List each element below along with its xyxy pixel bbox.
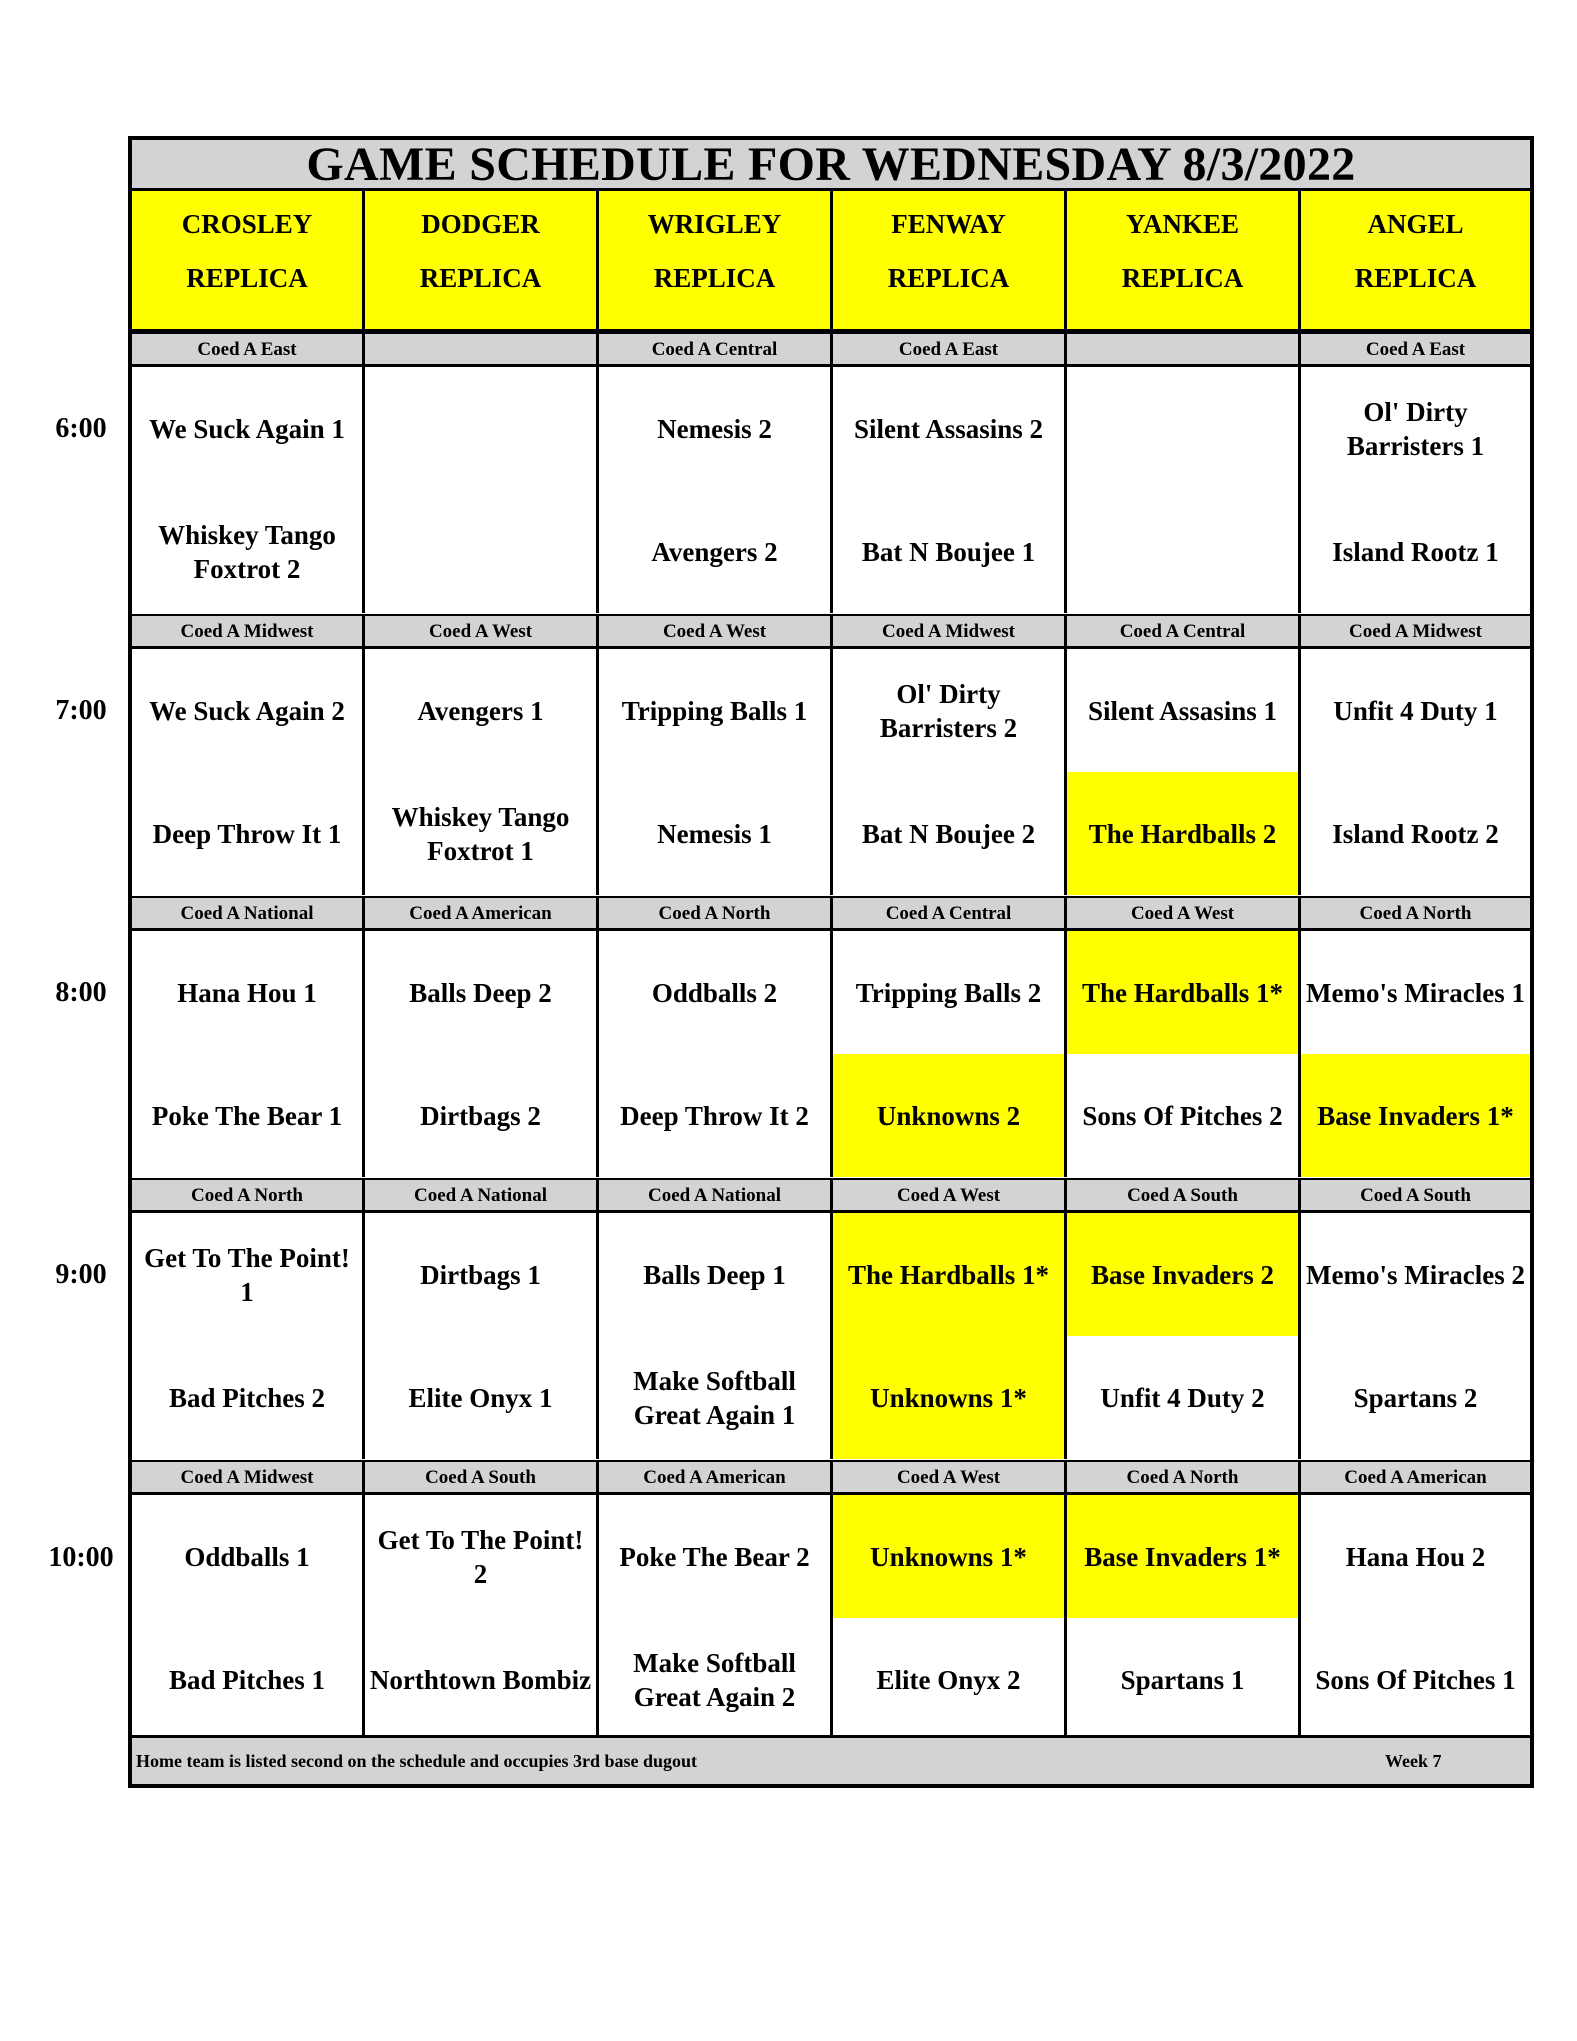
game-cell-top: Hana Hou 2: [1345, 1541, 1486, 1572]
game-cell-bottom: Bat N Boujee 2: [833, 772, 1067, 895]
field-header-2: [599, 191, 833, 332]
footer-note: Home team is listed second on the schedule and occupies 3rd base dugout: [136, 1751, 698, 1771]
game-cell-top: Silent Assasins 2: [833, 367, 1067, 490]
division-label: Coed A South: [1360, 1185, 1471, 1206]
division-label: Coed A West: [365, 616, 599, 646]
field-name: YANKEE: [1125, 209, 1240, 239]
schedule-table: [128, 136, 1534, 1788]
division-label: Coed A West: [833, 1180, 1067, 1210]
game-cell-top: Memo's Miracles 1: [1306, 977, 1525, 1008]
game-cell-top: Tripping Balls 1: [599, 649, 833, 772]
game-cell-top: We Suck Again 1: [132, 367, 365, 490]
field-header-4: [1067, 191, 1301, 332]
field-name: CROSLEY: [181, 209, 313, 239]
game-cell-top: Oddballs 2: [599, 931, 833, 1054]
game-cell-bottom: Unknowns 1*: [833, 1336, 1067, 1459]
game-cell-top: The Hardballs 1*: [833, 1213, 1067, 1336]
field-type: REPLICA: [419, 263, 542, 293]
game-cell-bottom: [1067, 490, 1301, 613]
field-type: REPLICA: [653, 263, 776, 293]
time-label: 10:00: [48, 1542, 114, 1573]
game-cell-top: Poke The Bear 2: [599, 1495, 833, 1618]
field-type: REPLICA: [1354, 263, 1477, 293]
division-row: [132, 896, 1530, 931]
division-label: Coed A American: [599, 1462, 833, 1492]
game-cell-top: Memo's Miracles 2: [1306, 1259, 1525, 1290]
game-cell-bottom: Elite Onyx 2: [833, 1618, 1067, 1741]
game-cell-top: Dirtbags 1: [365, 1213, 599, 1336]
field-name: FENWAY: [891, 209, 1006, 239]
game-cell-bottom: Avengers 2: [599, 490, 833, 613]
field-name: WRIGLEY: [647, 209, 782, 239]
game-cell-bottom: Nemesis 1: [599, 772, 833, 895]
time-label: 7:00: [55, 695, 107, 726]
game-cell-top: Base Invaders 2: [1067, 1213, 1301, 1336]
field-name: DODGER: [421, 209, 540, 239]
game-cell-bottom: Spartans 1: [1067, 1618, 1301, 1741]
field-header-3: [833, 191, 1067, 332]
field-header-0: [132, 191, 365, 332]
game-cell-bottom: Sons Of Pitches 2: [1067, 1054, 1301, 1177]
game-cell-bottom: Northtown Bombiz: [365, 1618, 599, 1741]
game-cell-top: Unknowns 1*: [833, 1495, 1067, 1618]
game-cell-bottom: Bat N Boujee 1: [833, 490, 1067, 613]
game-cell-bottom: Whiskey Tango Foxtrot 2: [132, 490, 365, 613]
division-label: Coed A National: [599, 1180, 833, 1210]
game-cell-top: Base Invaders 1*: [1067, 1495, 1301, 1618]
game-cell-bottom: The Hardballs 2: [1067, 772, 1301, 895]
game-cell-top: We Suck Again 2: [132, 649, 365, 772]
division-label: Coed A West: [599, 616, 833, 646]
game-cell-top: Balls Deep 2: [365, 931, 599, 1054]
game-cell-bottom: Dirtbags 2: [365, 1054, 599, 1177]
game-cell-top: Get To The Point! 2: [365, 1495, 599, 1618]
division-row: [132, 1178, 1530, 1213]
game-cell-bottom: Bad Pitches 1: [132, 1618, 365, 1741]
game-cell-bottom: Base Invaders 1*: [1301, 1054, 1530, 1177]
game-cell-bottom: Make Softball Great Again 1: [599, 1336, 833, 1459]
division-label: [1067, 334, 1301, 364]
game-cell-top: Unfit 4 Duty 1: [1333, 695, 1498, 726]
page-title: GAME SCHEDULE FOR WEDNESDAY 8/3/2022: [132, 140, 1530, 191]
week-label: Week 7: [1385, 1751, 1442, 1771]
field-type: REPLICA: [1121, 263, 1244, 293]
game-cell-top: Silent Assasins 1: [1067, 649, 1301, 772]
division-label: Coed A Midwest: [1349, 621, 1482, 642]
division-label: Coed A North: [132, 1180, 365, 1210]
division-label: Coed A East: [132, 334, 365, 364]
division-label: Coed A South: [365, 1462, 599, 1492]
division-label: Coed A West: [833, 1462, 1067, 1492]
division-label: Coed A National: [365, 1180, 599, 1210]
division-label: Coed A Midwest: [833, 616, 1067, 646]
game-cell-bottom: Poke The Bear 1: [132, 1054, 365, 1177]
game-cell-top: [365, 367, 599, 490]
game-cell-top: Hana Hou 1: [132, 931, 365, 1054]
division-label: Coed A North: [599, 898, 833, 928]
game-cell-top: Get To The Point! 1: [132, 1213, 365, 1336]
division-label: Coed A North: [1067, 1462, 1301, 1492]
game-cell-bottom: Island Rootz 2: [1332, 818, 1499, 849]
game-cell-bottom: Sons Of Pitches 1: [1315, 1664, 1516, 1695]
game-cell-top: [1067, 367, 1301, 490]
game-cell-bottom: Unfit 4 Duty 2: [1067, 1336, 1301, 1459]
game-cell-bottom: Spartans 2: [1353, 1382, 1478, 1413]
division-label: Coed A National: [132, 898, 365, 928]
time-label: 9:00: [55, 1259, 107, 1290]
division-label: Coed A Midwest: [132, 1462, 365, 1492]
game-cell-bottom: [365, 490, 599, 613]
division-label: Coed A East: [1365, 339, 1466, 360]
field-type: REPLICA: [186, 263, 308, 293]
field-name: ANGEL: [1367, 209, 1464, 239]
game-cell-bottom: Deep Throw It 1: [132, 772, 365, 895]
game-cell-top: Balls Deep 1: [599, 1213, 833, 1336]
field-header-5: [1301, 191, 1530, 332]
field-header-1: [365, 191, 599, 332]
field-type: REPLICA: [887, 263, 1010, 293]
game-cell-top: Avengers 1: [365, 649, 599, 772]
division-row: [132, 614, 1530, 649]
game-cell-top: Ol' Dirty Barristers 1: [1346, 396, 1485, 461]
division-label: Coed A East: [833, 334, 1067, 364]
time-label: 8:00: [55, 977, 107, 1008]
footer-bar: [132, 1735, 1530, 1784]
game-cell-bottom: Deep Throw It 2: [599, 1054, 833, 1177]
game-cell-bottom: Whiskey Tango Foxtrot 1: [365, 772, 599, 895]
division-label: Coed A Central: [599, 334, 833, 364]
division-row: [132, 1460, 1530, 1495]
game-cell-bottom: Elite Onyx 1: [365, 1336, 599, 1459]
division-label: Coed A American: [1344, 1467, 1487, 1488]
game-cell-top: Oddballs 1: [132, 1495, 365, 1618]
division-label: Coed A American: [365, 898, 599, 928]
game-cell-top: Tripping Balls 2: [833, 931, 1067, 1054]
division-label: Coed A Central: [1067, 616, 1301, 646]
division-label: Coed A South: [1067, 1180, 1301, 1210]
division-label: Coed A North: [1359, 903, 1472, 924]
game-cell-bottom: Make Softball Great Again 2: [599, 1618, 833, 1741]
division-label: [365, 334, 599, 364]
game-cell-bottom: Unknowns 2: [833, 1054, 1067, 1177]
game-cell-top: Nemesis 2: [599, 367, 833, 490]
game-cell-bottom: Island Rootz 1: [1332, 536, 1499, 567]
game-cell-bottom: Bad Pitches 2: [132, 1336, 365, 1459]
game-cell-top: The Hardballs 1*: [1067, 931, 1301, 1054]
division-label: Coed A West: [1067, 898, 1301, 928]
division-row: [132, 332, 1530, 367]
time-label: 6:00: [55, 413, 107, 444]
game-cell-top: Ol' Dirty Barristers 2: [833, 649, 1067, 772]
division-label: Coed A Central: [833, 898, 1067, 928]
division-label: Coed A Midwest: [132, 616, 365, 646]
